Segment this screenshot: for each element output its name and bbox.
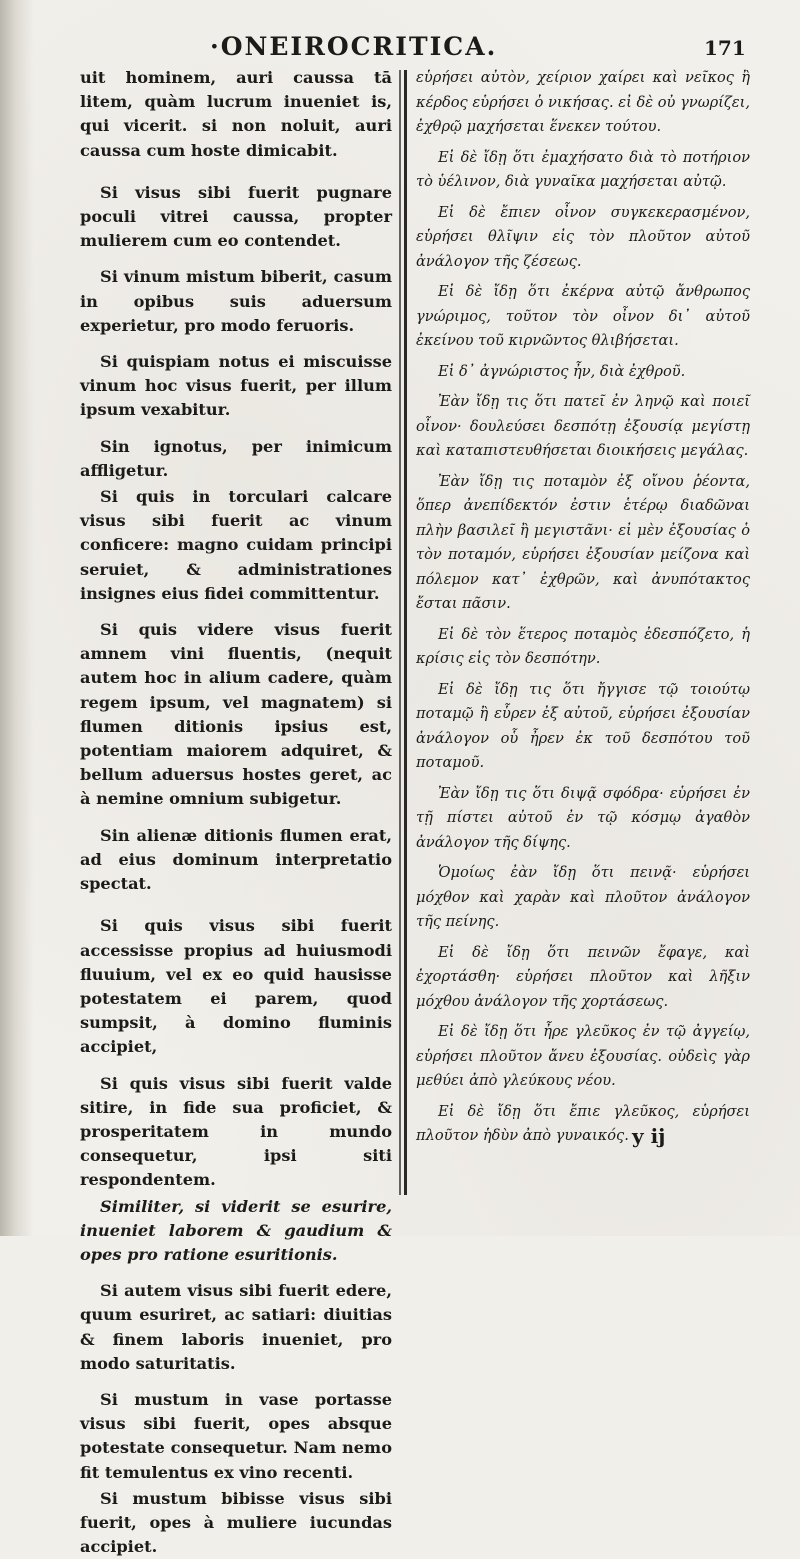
latin-paragraph: Sin ignotus, per inimicum affligetur. [80, 436, 392, 480]
page-number: 171 [704, 36, 746, 60]
greek-paragraph: εὑρήσει αὐτὸν, χείριον χαίρει καὶ νεῖκος ἢ κέρδος εὑρήσει ὁ νικήσας. εἰ δὲ οὐ γνωρίζει, ἐχθρῷ μαχήσεται ἕνεκεν τούτου. [416, 69, 750, 135]
latin-paragraph: Si mustum bibisse visus sibi fuerit, opes à muliere iucundas accipiet. [80, 1488, 392, 1557]
latin-paragraph-italic: Similiter, si viderit se esurire, inueniet laborem & gaudium & opes pro ratione esuritionis. [80, 1196, 392, 1264]
greek-paragraph: Εἰ δὲ ἴδῃ τις ὅτι ἤγγισε τῷ τοιούτῳ ποταμῷ ἢ εὗρεν ἐξ αὐτοῦ, εὑρήσει ἐξουσίαν ἀνάλογον οὗ ἦρεν ἐκ τοῦ δεσπότου τοῦ ποταμοῦ. [416, 680, 750, 771]
signature-mark: y ij [632, 1124, 666, 1148]
latin-paragraph: Si quis in torculari calcare visus sibi fuerit ac vinum conficere: magno cuidam principi seruiet, & administrationes insignes eius fidei committentur. [80, 487, 392, 603]
page-gutter-shadow [0, 0, 34, 1236]
page-header [0, 30, 800, 70]
latin-paragraph: Si mustum in vase portasse visus sibi fuerit, opes absque potestate consequetur. Nam nemo fit temulentus ex vino recenti. [80, 1389, 392, 1482]
latin-paragraph: Si autem visus sibi fuerit edere, quum esuriret, ac satiari: diuitias & finem laboris inueniet, pro modo saturitatis. [80, 1281, 392, 1373]
greek-paragraph: Εἰ δὲ ἴδῃ ὅτι πεινῶν ἔφαγε, καὶ ἐχορτάσθη· εὑρήσει πλοῦτον καὶ λῆξιν μόχθου ἀνάλογον τῆς χορτάσεως. [416, 943, 750, 1010]
greek-paragraph: Εἰ δ᾽ ἀγνώριστος ἦν, διὰ ἐχθροῦ. [438, 362, 686, 380]
greek-paragraph: Ἐὰν ἴδῃ τις ποταμὸν ἐξ οἴνου ῥέοντα, ὅπερ ἀνεπίδεκτόν ἐστιν ἑτέρῳ διαδῶναι πλὴν βασιλεῖ ἢ μεγιστᾶνι· εἰ μὲν ἐξουσίας ὁ τὸν ποταμόν, εὑρήσει ἐξουσίαν μείζονα καὶ πόλεμον κατ᾽ ἐχθρῶν, καὶ ἀνυπότακτος ἔσται πᾶσιν. [416, 472, 750, 612]
greek-paragraph: Εἰ δὲ ἔπιεν οἶνον συγκεκερασμένον, εὑρήσει θλῖψιν εἰς τὸν πλοῦτον αὐτοῦ ἀνάλογον τῆς ζέσεως. [416, 203, 750, 270]
latin-paragraph: uit hominem, auri caussa tā litem, quàm lucrum inueniet is, qui vicerit. si non noluit, auri caussa cum hoste dimicabit. [80, 68, 392, 160]
greek-paragraph: Εἰ δὲ ἴδῃ ὅτι ἐκέρνα αὐτῷ ἄνθρωπος γνώριμος, τοῦτον τὸν οἶνον δι᾽ αὐτοῦ ἐκείνου τοῦ κιρνῶντος θλιβήσεται. [416, 283, 750, 349]
latin-paragraph: Si vinum mistum biberit, casum in opibus suis aduersum experietur, pro modo feruoris. [80, 267, 392, 335]
running-title: ·ONEIROCRITICA. [210, 32, 498, 61]
latin-paragraph: Si quispiam notus ei miscuisse vinum hoc visus fuerit, per illum ipsum vexabitur. [80, 352, 392, 420]
latin-column [80, 66, 392, 1557]
column-divider-inner [399, 70, 401, 1195]
greek-paragraph: Εἰ δὲ τὸν ἕτερος ποταμὸς ἐδεσπόζετο, ἡ κρίσις εἰς τὸν δεσπότην. [416, 625, 750, 667]
latin-paragraph: Si quis videre visus fuerit amnem vini fluentis, (nequit autem hoc in alium cadere, quàm regem ipsum, vel magnatem) si flumen ditionis ipsius est, potentiam maiorem adquiret, & bellum aduersus hostes geret, ac à nemine omnium subigetur. [80, 620, 392, 809]
greek-paragraph: Ἐὰν ἴδῃ τις ὅτι πατεῖ ἐν ληνῷ καὶ ποιεῖ οἶνον· δουλεύσει δεσπότῃ ἐξουσίᾳ μεγίστῃ καὶ καταπιστευθήσεται διοικήσεις μεγάλας. [416, 393, 750, 459]
latin-paragraph: Sin alienæ ditionis flumen erat, ad eius dominum interpretatio spectat. [80, 825, 392, 894]
greek-paragraph: Εἰ δὲ ἴδῃ ὅτι ἐμαχήσατο διὰ τὸ ποτήριον τὸ ὑέλινον, διὰ γυναῖκα μαχήσεται αὐτῷ. [416, 148, 750, 190]
latin-paragraph: Si quis visus sibi fuerit accessisse propius ad huiusmodi fluuium, vel ex eo quid hausisse potestatem ei parem, quod sumpsit, à domino fluminis accipiet, [80, 916, 392, 1057]
greek-paragraph: Ἐὰν ἴδῃ τις ὅτι διψᾷ σφόδρα· εὑρήσει ἐν τῇ πίστει αὐτοῦ ἐν τῷ κόσμῳ ἀγαθὸν ἀνάλογον τῆς δίψης. [416, 784, 750, 851]
column-divider [404, 70, 407, 1195]
greek-paragraph: Εἰ δὲ ἴδῃ ὅτι ἔπιε γλεῦκος, εὑρήσει πλοῦτον ἡδὺν ἀπὸ γυναικός. [416, 1102, 750, 1144]
greek-paragraph: Εἰ δὲ ἴδῃ ὅτι ἦρε γλεῦκος ἐν τῷ ἀγγείῳ, εὑρήσει πλοῦτον ἄνευ ἐξουσίας. οὐδεὶς γὰρ μεθύει ἀπὸ γλεύκους νέου. [416, 1023, 750, 1089]
latin-paragraph: Si visus sibi fuerit pugnare poculi vitrei caussa, propter mulierem cum eo contendet. [80, 182, 392, 251]
greek-column [416, 66, 750, 1156]
greek-paragraph: Ὁμοίως ἐὰν ἴδῃ ὅτι πεινᾷ· εὑρήσει μόχθον καὶ χαρὰν καὶ πλοῦτον ἀνάλογον τῆς πείνης. [416, 864, 750, 930]
latin-paragraph: Si quis visus sibi fuerit valde sitire, in fide sua proficiet, & prosperitatem in mundo consequetur, ipsi siti respondentem. [80, 1073, 392, 1190]
